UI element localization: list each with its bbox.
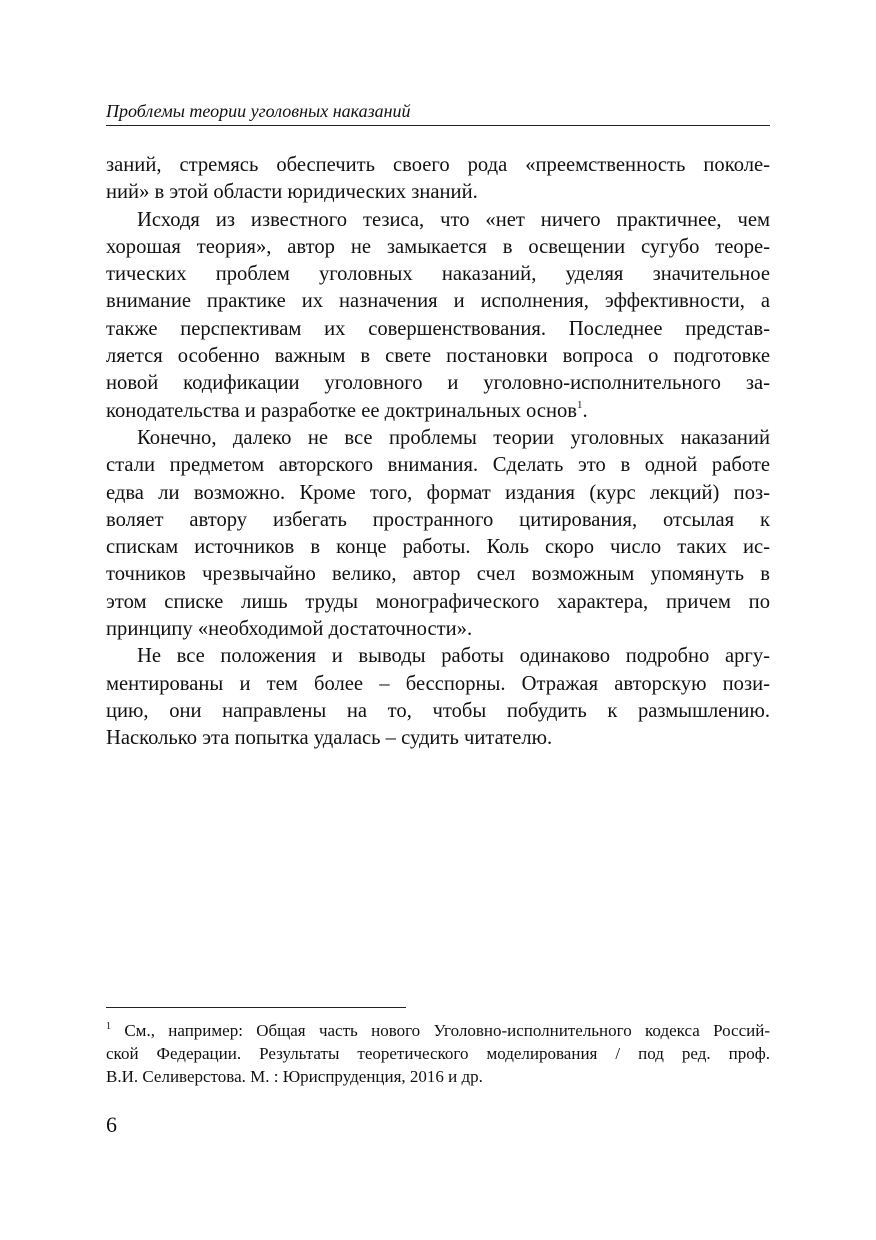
text-line: ментированы и тем более – бесспорны. Отражая авторскую пози- [106,672,770,695]
text-line-with-footnote [106,398,770,425]
text-line: Не все положения и выводы работы одинаково подробно аргу- [137,645,770,668]
paragraph-2 [106,207,770,425]
page-number: 6 [106,1112,117,1137]
footnote-marker: 1 [106,1021,111,1032]
text-line: принципу «необходимой достаточности». [106,618,473,641]
text-line: тических проблем уголовных наказаний, уделяя значительное [106,263,770,286]
text-line: ний» в этой области юридических знаний. [106,181,478,204]
footnote [106,1019,770,1088]
footnote-line: ской Федерации. Результаты теоретического моделирования / под ред. проф. [106,1044,770,1063]
text-line: ляется особенно важным в свете постановки вопроса о подготовке [106,345,770,368]
text-line: стали предметом авторского внимания. Сделать это в одной работе [106,454,770,477]
footnote-separator [106,1007,406,1008]
footnote-line: В.И. Селиверстова. М. : Юриспруденция, 2016 и др. [106,1067,483,1086]
text-line: хорошая теория», автор не замыкается в освещении сугубо теоре- [106,235,770,258]
text-line: этом списке лишь труды монографического характера, причем по [106,590,770,613]
body-text [106,152,770,753]
text-line: Исходя из известного тезиса, что «нет ничего практичнее, чем [137,208,770,231]
text-line: цию, они направлены на то, чтобы побудить к размышлению. [106,699,770,722]
header-rule [106,125,770,126]
text-line: также перспективам их совершенствования. Последнее представ- [106,317,770,340]
footnote-line [106,1019,770,1042]
sentence-end: . [582,399,588,422]
paragraph-1 [106,152,770,207]
paragraph-3 [106,425,770,643]
running-header: Проблемы теории уголовных наказаний [106,101,411,121]
text-line: едва ли возможно. Кроме того, формат издания (курс лекций) поз- [106,481,770,504]
footnote-reference[interactable]: 1 [577,398,583,411]
text-line: Конечно, далеко не все проблемы теории уголовных наказаний [137,426,770,449]
text-line: новой кодификации уголовного и уголовно-исполнительного за- [106,372,770,395]
text-line: воляет автору избегать пространного цитирования, отсылая к [106,508,770,531]
text-line: внимание практике их назначения и исполнения, эффективности, а [106,290,770,313]
text-line: Насколько эта попытка удалась – судить читателю. [106,727,553,750]
text-line: спискам источников в конце работы. Коль скоро число таких ис- [106,536,770,559]
text-line: конодательства и разработке ее доктринальных основ [106,399,578,422]
text-line: заний, стремясь обеспечить своего рода «преемственность поколе- [106,154,770,176]
paragraph-4 [106,643,770,752]
footnote-text: См., например: Общая часть нового Уголовно-исполнительного кодекса Россий- [124,1021,771,1040]
text-line: точников чрезвычайно велико, автор счел возможным упомянуть в [106,563,770,586]
